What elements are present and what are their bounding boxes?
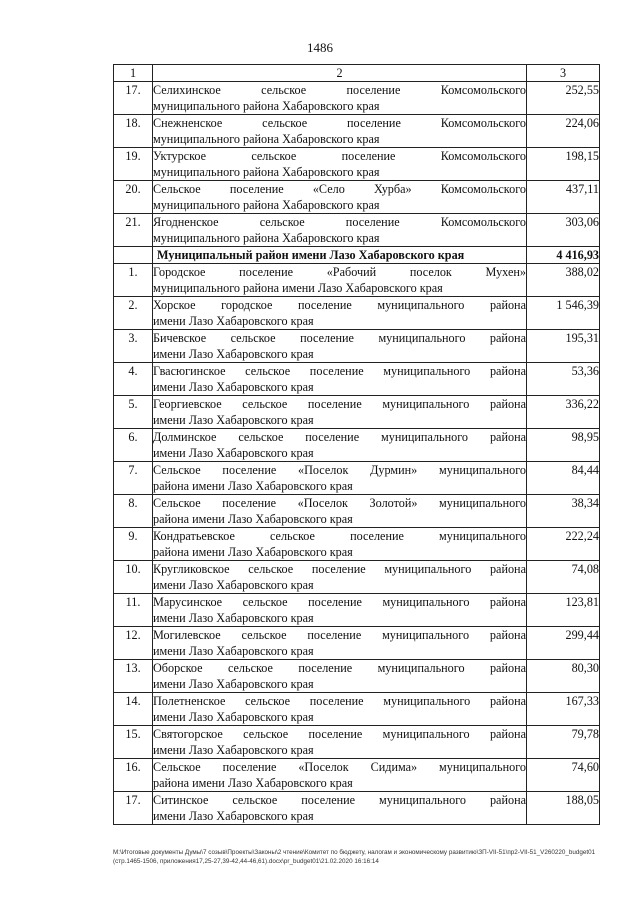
settlement-name-line-2: муниципального района Хабаровского края	[153, 198, 380, 212]
settlement-name-line-1: Снежненское сельское поселение Комсомольского	[153, 116, 526, 130]
allocation-value: 98,95	[527, 429, 600, 462]
settlement-name-line-1: Ягодненское сельское поселение Комсомольского	[153, 215, 526, 229]
row-number: 21.	[114, 214, 153, 247]
row-number: 4.	[114, 363, 153, 396]
settlement-name-line-2: имени Лазо Хабаровского края	[153, 644, 314, 658]
allocation-value: 53,36	[527, 363, 600, 396]
settlement-name-line-2: района имени Лазо Хабаровского края	[153, 776, 353, 790]
row-number: 12.	[114, 627, 153, 660]
settlement-name	[153, 115, 527, 148]
settlement-name-line-2: имени Лазо Хабаровского края	[153, 314, 314, 328]
settlement-name-line-1: Сельское поселение «Поселок Дурмин» муниципального	[153, 463, 526, 477]
settlement-name-line-2: имени Лазо Хабаровского края	[153, 446, 314, 460]
settlement-name-line-2: района имени Лазо Хабаровского края	[153, 479, 353, 493]
row-number: 14.	[114, 693, 153, 726]
row-number: 2.	[114, 297, 153, 330]
header-col-3: 3	[527, 65, 600, 82]
settlement-name-line-1: Бичевское сельское поселение муниципального района	[153, 331, 526, 345]
settlement-name	[153, 363, 527, 396]
table-row	[114, 181, 600, 214]
settlement-name-line-2: муниципального района Хабаровского края	[153, 231, 380, 245]
row-number: 20.	[114, 181, 153, 214]
table-row	[114, 594, 600, 627]
table-row	[114, 330, 600, 363]
settlement-name	[153, 214, 527, 247]
allocation-value: 195,31	[527, 330, 600, 363]
settlement-name-line-1: Марусинское сельское поселение муниципального района	[153, 595, 526, 609]
settlement-name-line-2: муниципального района Хабаровского края	[153, 132, 380, 146]
page-number: 1486	[307, 40, 333, 55]
allocation-value: 79,78	[527, 726, 600, 759]
table-row	[114, 660, 600, 693]
table-row	[114, 115, 600, 148]
row-number: 7.	[114, 462, 153, 495]
settlement-name-line-2: муниципального района имени Лазо Хабаровского края	[153, 281, 443, 295]
settlement-name	[153, 462, 527, 495]
settlement-name-line-2: имени Лазо Хабаровского края	[153, 743, 314, 757]
file-path-footer: M:\Итоговые документы Думы\7 созыв\Проекты\Законы\2 чтение\Комитет по бюджету, налогам и экономическому развитию\ЗП-VII-51\пр2-VII-51_V260220_budget01(стр.1465-1506, приложения17,25-27,39-42,44-46,61).docx\pr_budget01\21.02.2020 16:16:14	[113, 849, 596, 865]
table-row	[114, 726, 600, 759]
settlement-name	[153, 330, 527, 363]
budget-table	[113, 64, 600, 825]
settlement-name	[153, 627, 527, 660]
allocation-value: 80,30	[527, 660, 600, 693]
allocation-value: 388,02	[527, 264, 600, 297]
row-number: 3.	[114, 330, 153, 363]
settlement-name-line-1: Гвасюгинское сельское поселение муниципального района	[153, 364, 526, 378]
allocation-value: 198,15	[527, 148, 600, 181]
settlement-name-line-2: имени Лазо Хабаровского края	[153, 710, 314, 724]
settlement-name-line-1: Святогорское сельское поселение муниципального района	[153, 727, 526, 741]
subtotal-num	[114, 247, 153, 264]
row-number: 19.	[114, 148, 153, 181]
settlement-name-line-1: Сельское поселение «Село Хурба» Комсомольского	[153, 182, 526, 196]
settlement-name	[153, 181, 527, 214]
allocation-value: 222,24	[527, 528, 600, 561]
row-number: 15.	[114, 726, 153, 759]
settlement-name	[153, 561, 527, 594]
settlement-name-line-2: имени Лазо Хабаровского края	[153, 578, 314, 592]
settlement-name-line-1: Кондратьевское сельское поселение муниципального	[153, 529, 526, 543]
settlement-name	[153, 693, 527, 726]
header-col-1: 1	[114, 65, 153, 82]
row-number: 5.	[114, 396, 153, 429]
settlement-name-line-2: имени Лазо Хабаровского края	[153, 380, 314, 394]
header-col-2: 2	[153, 65, 527, 82]
table-row	[114, 561, 600, 594]
settlement-name-line-1: Ситинское сельское поселение муниципального района	[153, 793, 526, 807]
row-number: 13.	[114, 660, 153, 693]
settlement-name-line-2: муниципального района Хабаровского края	[153, 165, 380, 179]
allocation-value: 84,44	[527, 462, 600, 495]
allocation-value: 303,06	[527, 214, 600, 247]
settlement-name-line-2: района имени Лазо Хабаровского края	[153, 545, 353, 559]
row-number: 11.	[114, 594, 153, 627]
subtotal-name: Муниципальный район имени Лазо Хабаровского края	[153, 247, 527, 264]
settlement-name-line-2: имени Лазо Хабаровского края	[153, 809, 314, 823]
allocation-value: 188,05	[527, 792, 600, 825]
row-number: 17.	[114, 792, 153, 825]
table-row	[114, 82, 600, 115]
row-number: 16.	[114, 759, 153, 792]
allocation-value: 123,81	[527, 594, 600, 627]
settlement-name-line-2: имени Лазо Хабаровского края	[153, 677, 314, 691]
settlement-name	[153, 264, 527, 297]
settlement-name-line-1: Могилевское сельское поселение муниципального района	[153, 628, 526, 642]
table-row	[114, 528, 600, 561]
table-row	[114, 693, 600, 726]
settlement-name	[153, 792, 527, 825]
settlement-name	[153, 429, 527, 462]
settlement-name-line-2: района имени Лазо Хабаровского края	[153, 512, 353, 526]
row-number: 8.	[114, 495, 153, 528]
subtotal-value: 4 416,93	[527, 247, 600, 264]
table-row	[114, 759, 600, 792]
settlement-name-line-2: имени Лазо Хабаровского края	[153, 347, 314, 361]
settlement-name	[153, 148, 527, 181]
table-row	[114, 792, 600, 825]
settlement-name	[153, 528, 527, 561]
row-number: 6.	[114, 429, 153, 462]
settlement-name-line-1: Сельское поселение «Поселок Сидима» муниципального	[153, 760, 526, 774]
allocation-value: 299,44	[527, 627, 600, 660]
settlement-name-line-1: Полетненское сельское поселение муниципального района	[153, 694, 526, 708]
table-row	[114, 396, 600, 429]
settlement-name	[153, 82, 527, 115]
table-row	[114, 429, 600, 462]
row-number: 18.	[114, 115, 153, 148]
table-row	[114, 363, 600, 396]
subtotal-row	[114, 247, 600, 264]
settlement-name-line-1: Сельское поселение «Поселок Золотой» муниципального	[153, 496, 526, 510]
table-row	[114, 495, 600, 528]
settlement-name	[153, 660, 527, 693]
settlement-name-line-1: Городское поселение «Рабочий поселок Мухен»	[153, 265, 526, 279]
table-row	[114, 462, 600, 495]
allocation-value: 74,08	[527, 561, 600, 594]
settlement-name	[153, 594, 527, 627]
settlement-name	[153, 396, 527, 429]
allocation-value: 38,34	[527, 495, 600, 528]
row-number: 17.	[114, 82, 153, 115]
budget-table-body	[114, 65, 600, 825]
settlement-name	[153, 495, 527, 528]
allocation-value: 252,55	[527, 82, 600, 115]
table-row	[114, 297, 600, 330]
settlement-name	[153, 726, 527, 759]
allocation-value: 336,22	[527, 396, 600, 429]
table-row	[114, 627, 600, 660]
table-row	[114, 214, 600, 247]
allocation-value: 74,60	[527, 759, 600, 792]
settlement-name	[153, 297, 527, 330]
table-row	[114, 264, 600, 297]
allocation-value: 167,33	[527, 693, 600, 726]
settlement-name-line-1: Оборское сельское поселение муниципального района	[153, 661, 526, 675]
settlement-name-line-1: Георгиевское сельское поселение муниципального района	[153, 397, 526, 411]
allocation-value: 437,11	[527, 181, 600, 214]
settlement-name-line-1: Долминское сельское поселение муниципального района	[153, 430, 526, 444]
allocation-value: 224,06	[527, 115, 600, 148]
settlement-name	[153, 759, 527, 792]
settlement-name-line-1: Селихинское сельское поселение Комсомольского	[153, 83, 526, 97]
settlement-name-line-2: муниципального района Хабаровского края	[153, 99, 380, 113]
row-number: 9.	[114, 528, 153, 561]
settlement-name-line-1: Уктурское сельское поселение Комсомольского	[153, 149, 526, 163]
table-header-row	[114, 65, 600, 82]
settlement-name-line-2: имени Лазо Хабаровского края	[153, 413, 314, 427]
row-number: 10.	[114, 561, 153, 594]
settlement-name-line-2: имени Лазо Хабаровского края	[153, 611, 314, 625]
row-number: 1.	[114, 264, 153, 297]
settlement-name-line-1: Хорское городское поселение муниципального района	[153, 298, 526, 312]
allocation-value: 1 546,39	[527, 297, 600, 330]
table-row	[114, 148, 600, 181]
settlement-name-line-1: Кругликовское сельское поселение муниципального района	[153, 562, 526, 576]
